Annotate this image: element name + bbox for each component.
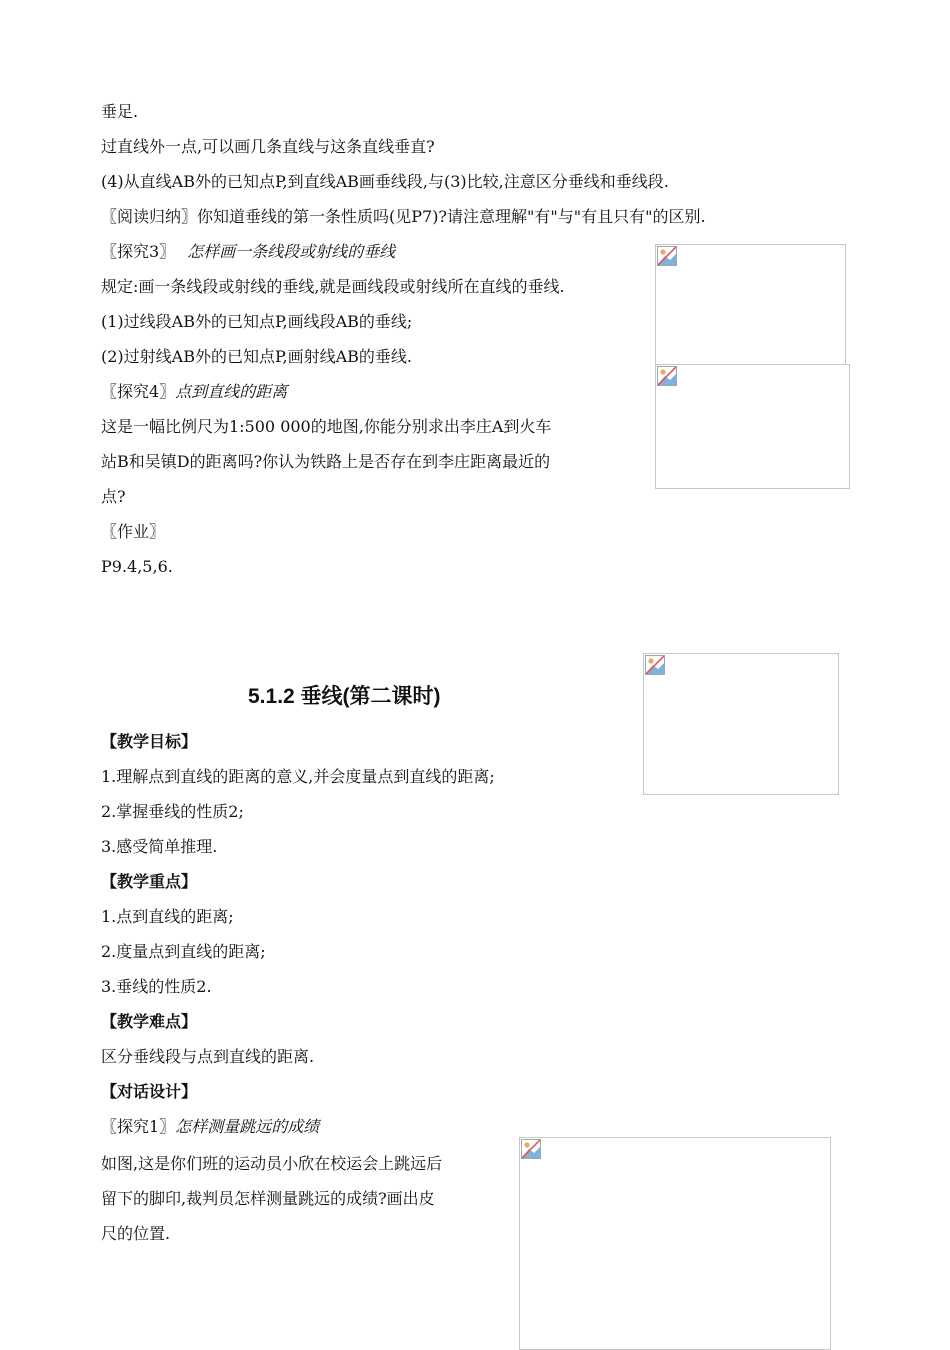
text-line: 点? (101, 487, 126, 506)
text-line: 留下的脚印,裁判员怎样测量跳远的成绩?画出皮 (101, 1189, 435, 1208)
explore-4-label: 〖探究4〗 (101, 382, 176, 401)
text-line: (2)过射线AB外的已知点P,画射线AB的垂线. (101, 347, 412, 366)
text-line: 区分垂线段与点到直线的距离. (101, 1047, 315, 1066)
figure-image-2 (655, 364, 850, 489)
figure-image-1 (655, 244, 846, 366)
text-line: 如图,这是你们班的运动员小欣在校运会上跳远后 (101, 1154, 443, 1173)
text-line: 这是一幅比例尺为1:500 000的地图,你能分别求出李庄A到火车 (101, 417, 552, 436)
text-line: 垂足. (101, 102, 139, 121)
text-line: 过直线外一点,可以画几条直线与这条直线垂直? (101, 137, 435, 156)
figure-image-4 (519, 1137, 831, 1350)
text-line: 站B和吴镇D的距离吗?你认为铁路上是否存在到李庄距离最近的 (101, 452, 551, 471)
text-line: 尺的位置. (101, 1224, 171, 1243)
goals-heading: 【教学目标】 (101, 732, 198, 751)
figure-image-3 (643, 653, 839, 795)
text-line: 2.掌握垂线的性质2; (101, 802, 244, 821)
section-title: 5.1.2 垂线(第二课时) (248, 685, 441, 708)
dialogue-heading: 【对话设计】 (101, 1082, 198, 1101)
explore-1-label: 〖探究1〗 (101, 1117, 176, 1136)
broken-image-icon (657, 246, 677, 266)
text-line: 规定:画一条线段或射线的垂线,就是画线段或射线所在直线的垂线. (101, 277, 565, 296)
text-line: 1.理解点到直线的距离的意义,并会度量点到直线的距离; (101, 767, 495, 786)
text-line: 〖阅读归纳〗你知道垂线的第一条性质吗(见P7)?请注意理解"有"与"有且只有"的区别. (101, 207, 706, 226)
text-line: 1.点到直线的距离; (101, 907, 234, 926)
key-points-heading: 【教学重点】 (101, 872, 198, 891)
explore-4-heading (101, 382, 287, 402)
homework-heading: 〖作业〗 (101, 522, 166, 541)
difficulties-heading: 【教学难点】 (101, 1012, 198, 1031)
explore-3-label: 〖探究3〗 (101, 242, 176, 261)
text-line: P9.4,5,6. (101, 557, 173, 576)
explore-4-topic: 点到直线的距离 (175, 382, 288, 401)
broken-image-icon (521, 1139, 541, 1159)
text-line: 2.度量点到直线的距离; (101, 942, 266, 961)
text-line: (4)从直线AB外的已知点P,到直线AB画垂线段,与(3)比较,注意区分垂线和垂线段. (101, 172, 669, 191)
text-line: 3.垂线的性质2. (101, 977, 212, 996)
explore-3-heading (101, 242, 395, 262)
broken-image-icon (657, 366, 677, 386)
text-line: (1)过线段AB外的已知点P,画线段AB的垂线; (101, 312, 413, 331)
text-line: 3.感受简单推理. (101, 837, 218, 856)
broken-image-icon (645, 655, 665, 675)
explore-1-topic: 怎样测量跳远的成绩 (175, 1117, 320, 1136)
explore-1-heading (101, 1117, 319, 1137)
explore-3-topic: 怎样画一条线段或射线的垂线 (187, 242, 396, 261)
